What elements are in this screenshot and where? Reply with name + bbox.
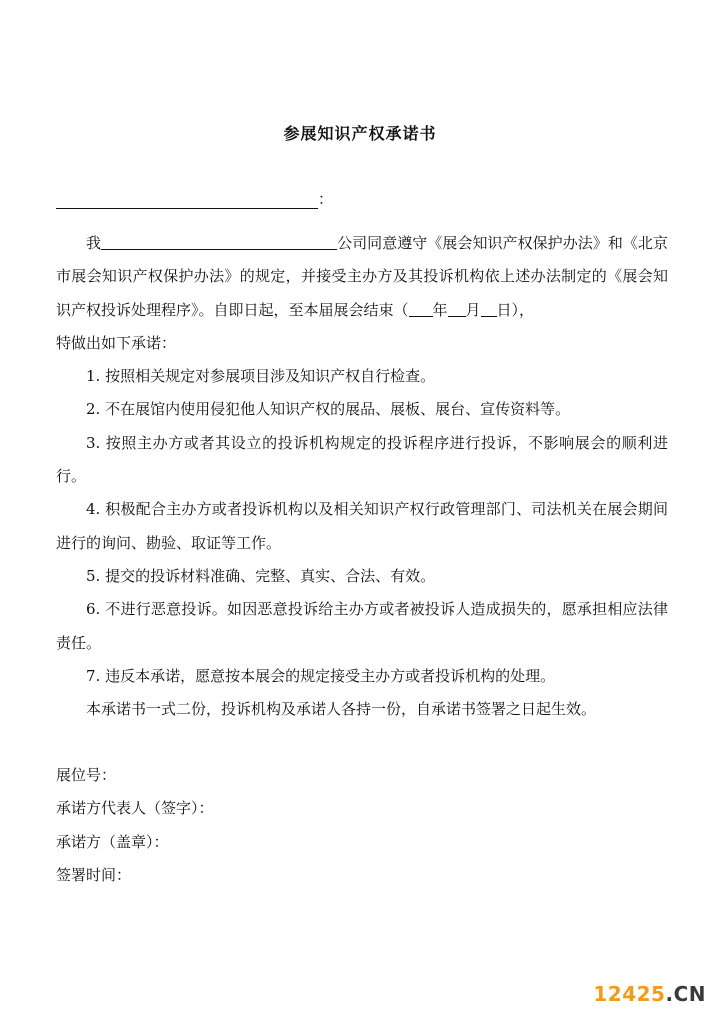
party-seal-field[interactable]: 承诺方（盖章）： xyxy=(56,832,169,851)
commitment-item-3: 3. 按照主办方或者其设立的投诉机构规定的投诉程序进行投诉，不影响展会的顺利进行。 xyxy=(56,433,668,486)
intro-text: 公司同意遵守《展会知识产权保护办法》和《北京市展会知识产权保护办法》的规定，并接受主办方及其投诉机构依上述办法制定的《展会知识产权投诉处理程序》。自即日起，至本届展会结束（ xyxy=(56,234,668,319)
addressee-colon: ： xyxy=(318,190,334,208)
day-label: 日）， xyxy=(496,300,535,319)
month-blank[interactable] xyxy=(448,302,466,317)
commitment-lead: 特做出如下承诺： xyxy=(56,333,177,352)
watermark-dot: . xyxy=(665,982,674,1006)
booth-number-field[interactable]: 展位号： xyxy=(56,766,117,784)
signature-fields xyxy=(56,759,214,892)
closing-paragraph: 本承诺书一式二份，投诉机构及承诺人各持一份，自承诺书签署之日起生效。 xyxy=(86,700,597,719)
document-title: 参展知识产权承诺书 xyxy=(283,124,437,143)
intro-paragraph xyxy=(56,227,668,327)
year-blank[interactable] xyxy=(409,302,433,317)
commitment-item-1: 1. 按照相关规定对参展项目涉及知识产权自行检查。 xyxy=(86,367,436,386)
intro-first-word: 我 xyxy=(86,234,102,252)
signing-date-field[interactable]: 签署时间： xyxy=(56,865,132,884)
document-body xyxy=(56,227,668,726)
commitment-item-7: 7. 违反本承诺，愿意按本展会的规定接受主办方或者投诉机构的处理。 xyxy=(86,666,556,685)
commitment-item-4: 4. 积极配合主办方或者投诉机构以及相关知识产权行政管理部门、司法机关在展会期间进行的询问、勘验、取证等工作。 xyxy=(56,500,668,552)
commitment-item-6: 6. 不进行恶意投诉。如因恶意投诉给主办方或者被投诉人造成损失的，愿承担相应法律责任。 xyxy=(56,600,668,652)
addressee-blank[interactable] xyxy=(56,194,318,209)
commitment-item-5: 5. 提交的投诉材料准确、完整、真实、合法、有效。 xyxy=(86,566,436,585)
watermark-number: 12425 xyxy=(593,982,666,1006)
month-label: 月 xyxy=(465,300,481,319)
addressee-line xyxy=(56,188,333,209)
day-blank[interactable] xyxy=(481,302,497,317)
company-name-blank[interactable] xyxy=(101,235,337,250)
site-watermark-logo xyxy=(593,982,706,1006)
year-label: 年 xyxy=(432,300,448,319)
representative-signature-field[interactable]: 承诺方代表人（签字）： xyxy=(56,799,214,818)
commitment-item-2: 2. 不在展馆内使用侵犯他人知识产权的展品、展板、展台、宣传资料等。 xyxy=(86,400,571,419)
watermark-domain: CN xyxy=(673,982,706,1006)
